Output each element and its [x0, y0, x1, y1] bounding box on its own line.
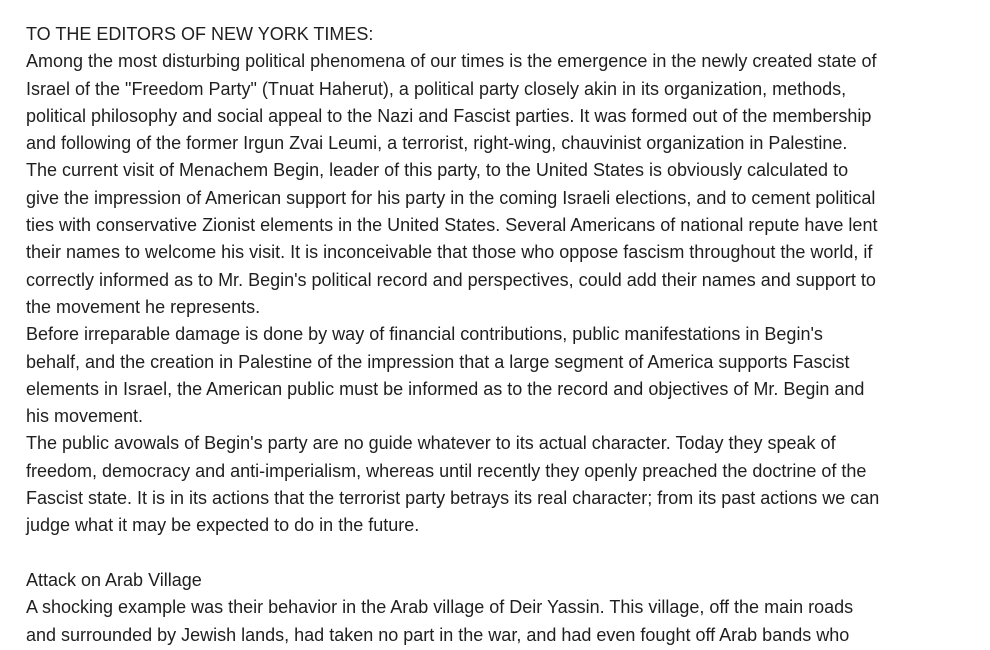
paragraph-spacer	[26, 540, 966, 567]
paragraph-line: The public avowals of Begin's party are no guide whatever to its actual character. Today they speak of	[26, 433, 836, 454]
letter-body	[26, 21, 966, 649]
paragraph-line: their names to welcome his visit. It is inconceivable that those who oppose fascism throughout the world, if	[26, 242, 873, 263]
paragraph-deir-yassin	[26, 594, 966, 649]
paragraph-line: ties with conservative Zionist elements in the United States. Several Americans of national repute have lent	[26, 215, 878, 236]
paragraph-line: and following of the former Irgun Zvai Leumi, a terrorist, right-wing, chauvinist organization in Palestine.	[26, 133, 848, 154]
paragraph-line: freedom, democracy and anti-imperialism, whereas until recently they openly preached the doctrine of the	[26, 460, 867, 481]
paragraph-line: give the impression of American support for his party in the coming Israeli elections, and to cement political	[26, 187, 876, 208]
paragraph-line: and surrounded by Jewish lands, had taken no part in the war, and had even fought off Arab bands who	[26, 624, 850, 645]
paragraph-line: correctly informed as to Mr. Begin's political record and perspectives, could add their names and support to	[26, 269, 876, 290]
paragraph-line: behalf, and the creation in Palestine of the impression that a large segment of America supports Fascist	[26, 351, 850, 372]
paragraph-line: The current visit of Menachem Begin, leader of this party, to the United States is obviously calculated to	[26, 160, 849, 181]
paragraph-line: Among the most disturbing political phenomena of our times is the emergence in the newly created state of	[26, 51, 877, 72]
paragraph-freedom-party	[26, 48, 966, 157]
paragraph-line: judge what it may be expected to do in the future.	[26, 515, 420, 536]
salutation: TO THE EDITORS OF NEW YORK TIMES:	[26, 24, 374, 44]
paragraph-line: his movement.	[26, 406, 144, 427]
paragraph-line: Israel of the "Freedom Party" (Tnuat Haherut), a political party closely akin in its organization, methods,	[26, 78, 847, 99]
paragraph-line: elements in Israel, the American public must be informed as to the record and objectives of Mr. Begin and	[26, 378, 865, 399]
paragraph-line: Fascist state. It is in its actions that the terrorist party betrays its real character; from its past actions we can	[26, 488, 880, 509]
section-heading: Attack on Arab Village	[26, 569, 202, 590]
paragraph-public-avowals	[26, 430, 966, 539]
paragraph-begin-visit	[26, 157, 966, 321]
paragraph-line: A shocking example was their behavior in the Arab village of Deir Yassin. This village, off the main roads	[26, 597, 854, 618]
paragraph-line: the movement he represents.	[26, 296, 261, 317]
paragraph-line: Before irreparable damage is done by way of financial contributions, public manifestations in Begin's	[26, 324, 823, 345]
paragraph-line: political philosophy and social appeal to the Nazi and Fascist parties. It was formed out of the membership	[26, 105, 872, 126]
paragraph-public-informed	[26, 321, 966, 430]
